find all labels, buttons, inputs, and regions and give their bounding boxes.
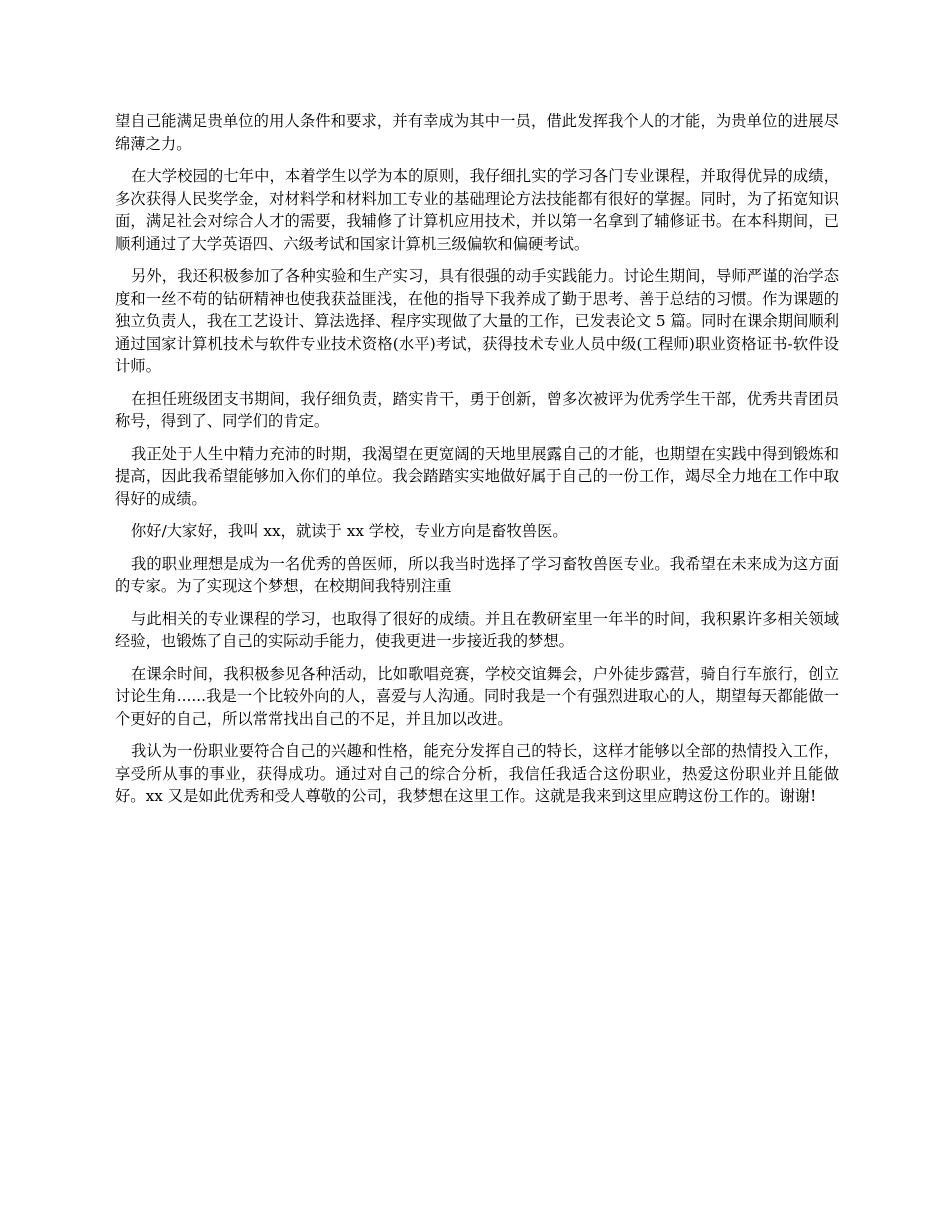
paragraph: 另外，我还积极参加了各种实验和生产实习，具有很强的动手实践能力。讨论生期间，导师严谨的治学态度和一丝不苟的钻研精神也使我获益匪浅，在他的指导下我养成了勤于思考、善于总结的习惯。作为课题的独立负责人，我在工艺设计、算法选择、程序实现做了大量的工作，已发表论文 5 篇。同时在课余期间顺利通过国家计算机技术与软件专业技术资格(水平)考试，获得技术专业人员中级(工程师)职业资格证书-软件设计师。 — [115, 267, 839, 375]
document-body — [115, 110, 839, 818]
paragraph: 我正处于人生中精力充沛的时期，我渴望在更宽阔的天地里展露自己的才能，也期望在实践中得到锻炼和提高，因此我希望能够加入你们的单位。我会踏踏实实地做好属于自己的一份工作，竭尽全力地在工作中取得好的成绩。 — [115, 444, 839, 508]
paragraph: 我的职业理想是成为一名优秀的兽医师，所以我当时选择了学习畜牧兽医专业。我希望在未来成为这方面的专家。为了实现这个梦想，在校期间我特别注重 — [115, 554, 839, 595]
paragraph: 望自己能满足贵单位的用人条件和要求，并有幸成为其中一员，借此发挥我个人的才能，为贵单位的进展尽绵薄之力。 — [115, 112, 839, 153]
paragraph: 在课余时间，我积极参见各种活动，比如歌唱竞赛，学校交谊舞会，户外徒步露营，骑自行车旅行，创立讨论生角......我是一个比较外向的人，喜爱与人沟通。同时我是一个有强烈进取心的人，期望每天都能做一个更好的自己，所以常常找出自己的不足，并且加以改进。 — [115, 664, 839, 728]
paragraph: 我认为一份职业要符合自己的兴趣和性格，能充分发挥自己的特长，这样才能够以全部的热情投入工作，享受所从事的事业，获得成功。通过对自己的综合分析，我信任我适合这份职业，热爱这份职业并且能做好。xx 又是如此优秀和受人尊敬的公司，我梦想在这里工作。这就是我来到这里应聘这份工作的。谢谢! — [115, 742, 839, 805]
paragraph: 你好/大家好，我叫 xx，就读于 xx 学校，专业方向是畜牧兽医。 — [131, 522, 568, 540]
paragraph: 与此相关的专业课程的学习，也取得了很好的成绩。并且在教研室里一年半的时间，我积累许多相关领域经验，也锻炼了自己的实际动手能力，使我更进一步接近我的梦想。 — [115, 609, 839, 650]
paragraph: 在担任班级团支书期间，我仔细负责，踏实肯干，勇于创新，曾多次被评为优秀学生干部，优秀共青团员称号，得到了、同学们的肯定。 — [115, 389, 839, 430]
paragraph: 在大学校园的七年中，本着学生以学为本的原则，我仔细扎实的学习各门专业课程，并取得优异的成绩，多次获得人民奖学金，对材料学和材料加工专业的基础理论方法技能都有很好的掌握。同时，为了拓宽知识面，满足社会对综合人才的需要，我辅修了计算机应用技术，并以第一名拿到了辅修证书。在本科期间，已顺利通过了大学英语四、六级考试和国家计算机三级偏软和偏硬考试。 — [115, 167, 839, 253]
